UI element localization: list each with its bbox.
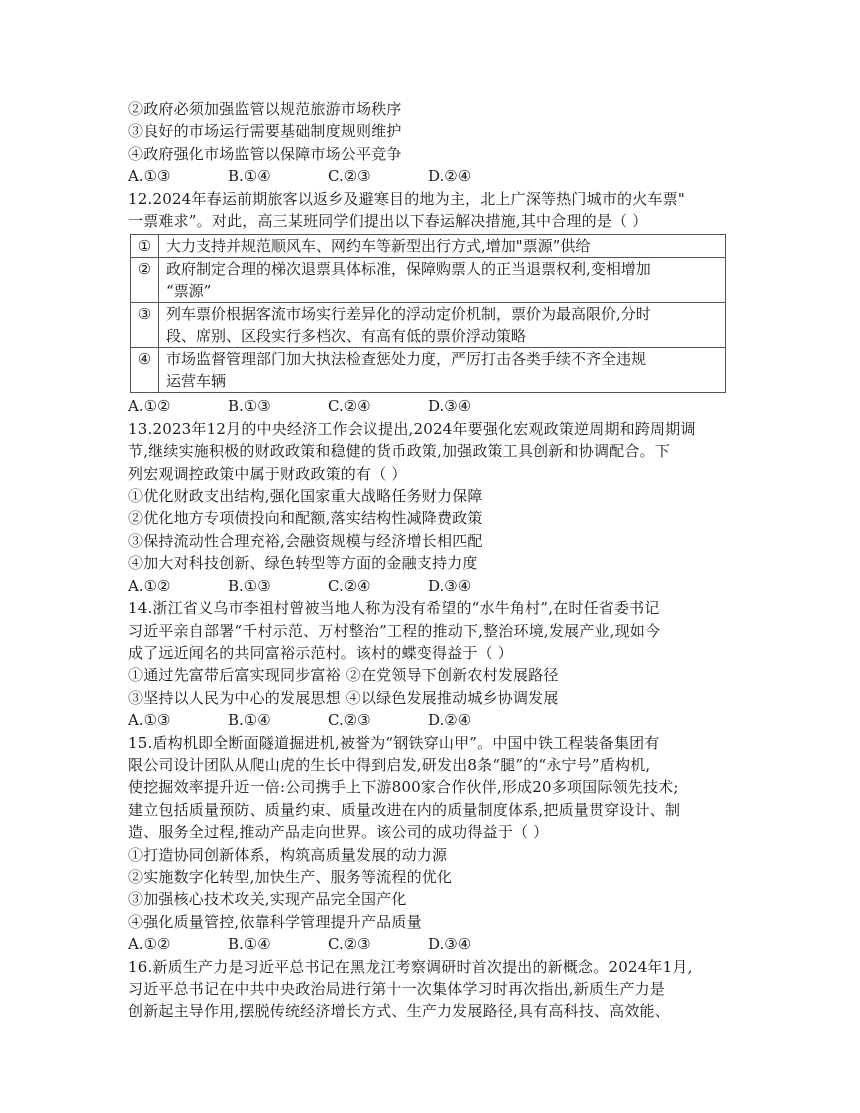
option-line: ③保持流动性合理充裕,会融资规模与经济增长相匹配 [128,531,483,550]
question-line: 13.2023年12月的中央经济工作会议提出,2024年要强化宏观政策逆周期和跨周期调 [128,419,696,438]
choice-b: B.①③ [228,576,271,595]
choice-d: D.③④ [428,935,472,954]
choice-c: C.②③ [328,935,371,954]
row-number: ③ [131,303,159,348]
table-row [131,348,726,393]
question-14 [128,597,740,731]
question-12 [128,188,740,418]
choice-c: C.②③ [328,711,371,730]
choice-c: C.②④ [328,397,371,416]
answer-choices [128,709,740,731]
question-13 [128,418,740,597]
answer-choices [128,165,740,187]
choice-b: B.①④ [228,711,271,730]
option-line: ②政府必须加强监管以规范旅游市场秩序 [128,100,402,118]
row-text-line: 市场监督管理部门加大执法检查惩处力度，严厉打击各类手续不齐全违规 [166,350,647,369]
question-11-tail [128,98,740,188]
row-text-line: “票源” [166,282,212,301]
row-text [159,303,726,348]
question-line: 限公司设计团队从爬山虎的生长中得到启发,研发出8条“腿”的“永宁号”盾构机, [128,755,651,774]
option-line: ④强化质量管控,依靠科学管理提升产品质量 [128,912,422,931]
option-line: ③坚持以人民为中心的发展思想 ④以绿色发展推动城乡协调发展 [128,688,559,707]
question-line: 习近平总书记在中共中央政治局进行第十一次集体学习时再次指出,新质生产力是 [128,980,665,998]
question-15 [128,732,740,956]
question-line: 习近平亲自部署“千村示范、万村整治”工程的推动下,整治环境,发展产业,现如今 [128,621,661,640]
question-16 [128,956,740,1023]
option-line: ②实施数字化转型,加快生产、服务等流程的优化 [128,867,453,886]
row-text [159,348,726,393]
row-text-line: 运营车辆 [166,372,227,391]
row-text [159,258,726,303]
option-line: ④政府强化市场监管以保障市场公平竞争 [128,144,402,163]
option-line: ③加强核心技术攻关,实现产品完全国产化 [128,890,407,909]
question-line: 建立包括质量预防、质量约束、质量改进在内的质量制度体系,把质量贯穿设计、制 [128,800,681,819]
table-row [131,258,726,303]
choice-d: D.③④ [428,576,472,595]
exam-page [128,98,740,1023]
question-stem-line: 12.2024年春运前期旅客以返乡及避寒目的地为主，北上广深等热门城市的火车票" [128,189,685,208]
option-line: ②优化地方专项债投向和配额,落实结构性减降费政策 [128,509,483,528]
choice-a: A.①③ [128,711,171,730]
row-text-line: 政府制定合理的梯次退票具体标准，保障购票人的正当退票权利,变相增加 [166,260,651,279]
row-text [159,235,726,258]
option-line: ①打造协同创新体系，构筑高质量发展的动力源 [128,845,448,864]
answer-choices [128,933,740,955]
choice-d: D.②④ [428,711,472,730]
table-row [131,303,726,348]
question-line: 造、服务全过程,推动产品走向世界。该公司的成功得益于（ ） [128,823,549,842]
choice-d: D.③④ [428,397,472,416]
choice-a: A.①③ [128,167,171,186]
option-line: ④加大对科技创新、绿色转型等方面的金融支持力度 [128,554,478,573]
option-line: ①优化财政支出结构,强化国家重大战略任务财力保障 [128,487,483,506]
question-line: 创新起主导作用,摆脱传统经济增长方式、生产力发展路径,具有高科技、高效能、 [128,1002,670,1021]
choice-b: B.①④ [228,167,271,186]
row-text-line: 段、席别、区段实行多档次、有高有低的票价浮动策略 [166,327,527,346]
choice-b: B.①④ [228,935,271,954]
option-line: ③良好的市场运行需要基础制度规则维护 [128,122,402,141]
question-line: 15.盾构机即全断面隧道掘进机,被誉为“钢铁穿山甲”。中国中铁工程装备集团有 [128,733,660,752]
answer-choices [128,395,740,417]
question-line: 成了远近闻名的共同富裕示范村。该村的蝶变得益于（ ） [128,643,513,662]
question-line: 16.新质生产力是习近平总书记在黑龙江考察调研时首次提出的新概念。2024年1月, [128,957,693,976]
measures-table [130,234,726,393]
question-line: 14.浙江省义乌市李祖村曾被当地人称为没有希望的“水牛角村”,在时任省委书记 [128,599,660,618]
choice-c: C.②③ [328,167,371,186]
row-number: ④ [131,348,159,393]
option-line: ①通过先富带后富实现同步富裕 ②在党领导下创新农村发展路径 [128,666,559,685]
choice-c: C.②④ [328,576,371,595]
row-number: ① [131,235,159,258]
choice-a: A.①② [128,576,171,595]
choice-b: B.①③ [228,397,271,416]
row-text-line: 列车票价根据客流市场实行差异化的浮动定价机制，票价为最高限价,分时 [166,305,651,324]
question-line: 列宏观调控政策中属于财政政策的有（ ） [128,464,407,483]
choice-a: A.①② [128,397,171,416]
table-row [131,235,726,258]
choice-a: A.①② [128,935,171,954]
row-text-line: 大力支持并规范顺风车、网约车等新型出行方式,增加"票源”供给 [166,237,591,256]
choice-d: D.②④ [428,167,472,186]
row-number: ② [131,258,159,303]
question-line: 节,继续实施积极的财政政策和稳健的货币政策,加强政策工具创新和协调配合。下 [128,442,670,461]
question-stem-line: 一票难求”。对此，高三某班同学们提出以下春运解决措施,其中合理的是（ ） [128,212,648,231]
question-line: 使挖掘效率提升近一倍:公司携手上下游800家合作伙伴,形成20多项国际领先技术; [128,778,679,797]
answer-choices [128,575,740,597]
